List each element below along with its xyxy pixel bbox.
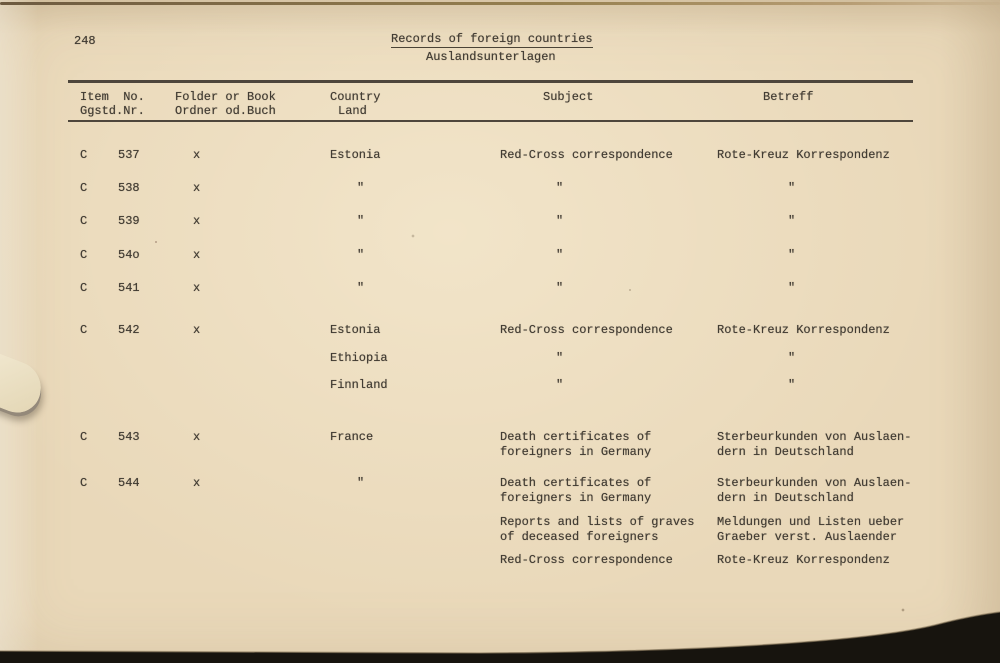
- cell-subject-ditto: ": [556, 214, 564, 228]
- page-top-edge: [0, 2, 1000, 5]
- cell-subject-ditto: ": [556, 378, 564, 392]
- cell-betreff-line2: Graeber verst. Auslaender: [717, 530, 898, 544]
- page-number: 248: [74, 34, 96, 48]
- table-row: [0, 248, 1000, 264]
- table-row-continuation: [0, 445, 1000, 461]
- table-row: [0, 430, 1000, 446]
- cell-country: Ethiopia: [330, 351, 388, 365]
- cell-betreff: Rote-Kreuz Korrespondenz: [717, 553, 890, 567]
- column-header-item-de: Ggstd.Nr.: [80, 104, 145, 118]
- cell-item: C: [80, 181, 88, 195]
- table-row-continuation: [0, 515, 1000, 531]
- cell-betreff-line1: Sterbeurkunden von Auslaen-: [717, 430, 912, 444]
- cell-number: 54o: [118, 248, 140, 262]
- cell-subject-ditto: ": [556, 281, 564, 295]
- cell-betreff-line1: Meldungen und Listen ueber: [717, 515, 905, 529]
- table-row: [0, 351, 1000, 367]
- table-header-row-de: [0, 104, 1000, 120]
- cell-item: C: [80, 476, 88, 490]
- cell-folder: x: [193, 323, 201, 337]
- cell-country: Estonia: [330, 148, 381, 162]
- cell-country-ditto: ": [357, 281, 365, 295]
- cell-folder: x: [193, 148, 201, 162]
- cell-country: France: [330, 430, 374, 444]
- cell-item: C: [80, 248, 88, 262]
- table-row: [0, 323, 1000, 339]
- cell-folder: x: [193, 248, 201, 262]
- cell-folder: x: [193, 281, 201, 295]
- cell-country-ditto: ": [357, 476, 365, 490]
- column-header-folder-de: Ordner od.Buch: [175, 104, 276, 118]
- cell-betreff-ditto: ": [788, 181, 796, 195]
- cell-subject-ditto: ": [556, 248, 564, 262]
- cell-folder: x: [193, 476, 201, 490]
- cell-betreff-ditto: ": [788, 214, 796, 228]
- cell-subject: Red-Cross correspondence: [500, 553, 673, 567]
- cell-subject: Red-Cross correspondence: [500, 148, 673, 162]
- cell-number: 542: [118, 323, 140, 337]
- table-rule-top: [68, 80, 913, 83]
- cell-betreff-line1: Sterbeurkunden von Auslaen-: [717, 476, 912, 490]
- document-title: Records of foreign countries: [391, 32, 593, 46]
- cell-betreff-ditto: ": [788, 281, 796, 295]
- cell-number: 544: [118, 476, 140, 490]
- cell-subject-line1: Death certificates of: [500, 430, 652, 444]
- table-row: [0, 378, 1000, 394]
- cell-betreff-line2: dern in Deutschland: [717, 491, 854, 505]
- cell-folder: x: [193, 214, 201, 228]
- column-header-folder-en: Folder or Book: [175, 90, 276, 104]
- column-header-betreff: Betreff: [763, 90, 814, 104]
- cell-country: Estonia: [330, 323, 381, 337]
- cell-number: 541: [118, 281, 140, 295]
- cell-subject: Red-Cross correspondence: [500, 323, 673, 337]
- cell-country-ditto: ": [357, 248, 365, 262]
- cell-betreff: Rote-Kreuz Korrespondenz: [717, 148, 890, 162]
- cell-country-ditto: ": [357, 181, 365, 195]
- cell-item: C: [80, 430, 88, 444]
- cell-number: 538: [118, 181, 140, 195]
- table-row: [0, 476, 1000, 492]
- column-header-country-de: Land: [338, 104, 367, 118]
- document-subtitle: Auslandsunterlagen: [426, 50, 556, 64]
- column-header-subject: Subject: [543, 90, 594, 104]
- table-row: [0, 148, 1000, 164]
- cell-betreff-ditto: ": [788, 378, 796, 392]
- table-rule-header-bottom: [68, 120, 913, 122]
- cell-country-ditto: ": [357, 214, 365, 228]
- table-row-continuation: [0, 553, 1000, 569]
- cell-item: C: [80, 148, 88, 162]
- cell-subject-line1: Death certificates of: [500, 476, 652, 490]
- cell-subject-line2: foreigners in Germany: [500, 445, 652, 459]
- cell-betreff-ditto: ": [788, 351, 796, 365]
- cell-number: 537: [118, 148, 140, 162]
- table-row: [0, 281, 1000, 297]
- cell-item: C: [80, 323, 88, 337]
- cell-country: Finnland: [330, 378, 388, 392]
- cell-item: C: [80, 214, 88, 228]
- table-row: [0, 214, 1000, 230]
- cell-number: 539: [118, 214, 140, 228]
- cell-betreff-ditto: ": [788, 248, 796, 262]
- cell-subject-ditto: ": [556, 181, 564, 195]
- cell-betreff: Rote-Kreuz Korrespondenz: [717, 323, 890, 337]
- table-row-continuation: [0, 491, 1000, 507]
- cell-subject-ditto: ": [556, 351, 564, 365]
- cell-betreff-line2: dern in Deutschland: [717, 445, 854, 459]
- cell-subject-line1: Reports and lists of graves: [500, 515, 695, 529]
- cell-number: 543: [118, 430, 140, 444]
- cell-folder: x: [193, 181, 201, 195]
- column-header-item-en: Item No.: [80, 90, 145, 104]
- table-row: [0, 181, 1000, 197]
- cell-subject-line2: of deceased foreigners: [500, 530, 659, 544]
- table-row-continuation: [0, 530, 1000, 546]
- cell-subject-line2: foreigners in Germany: [500, 491, 652, 505]
- column-header-country-en: Country: [330, 90, 381, 104]
- cell-item: C: [80, 281, 88, 295]
- cell-folder: x: [193, 430, 201, 444]
